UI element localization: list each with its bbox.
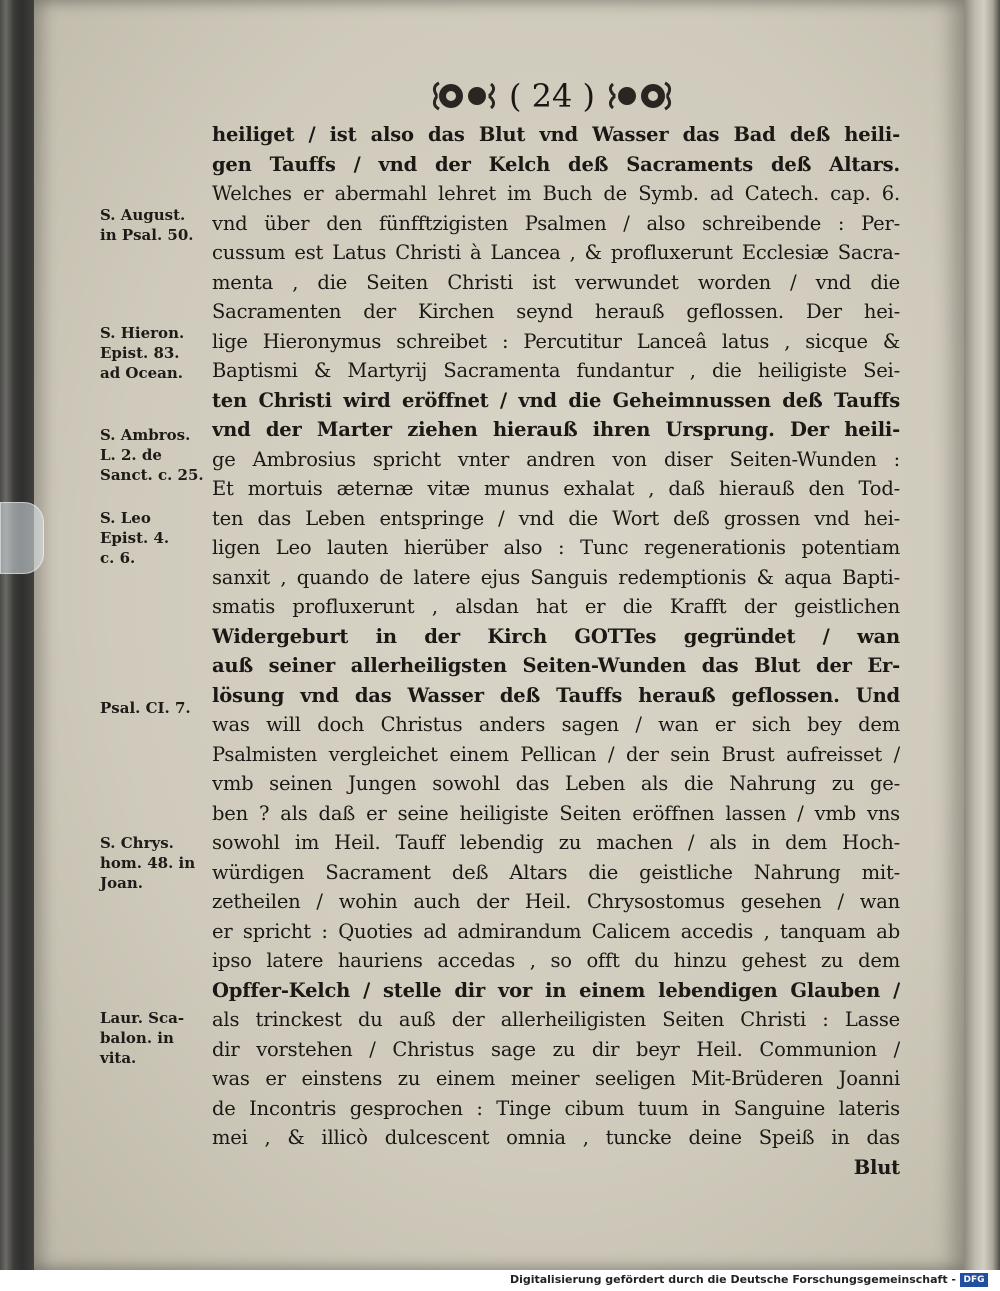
text-line: Et mortuis æternæ vitæ munus exhalat , daß hierauß den Tod- [212,477,900,500]
margin-note-text: S. August. in Psal. 50. [100,206,194,244]
text-line: vnd über den fünfftzigisten Psalmen / also schreibende : Per- [212,211,900,235]
text-line: was er einstens zu einem meiner seeligen Mit-Brüderen Joanni [212,1067,900,1090]
text-line: was will doch Christus anders sagen / wan er sich bey dem [212,713,900,736]
text-line: ben ? als daß er seine heiligiste Seiten eröffnen lassen / vmb vns [212,801,900,825]
text-line: gen Tauffs / vnd der Kelch deß Sacraments deß Altars. [212,152,900,176]
text-line: Psalmisten vergleichet einem Pellican / der sein Brust aufreisset / [212,742,900,766]
margin-note [100,1008,212,1068]
page-number: ( 24 ) [508,77,596,115]
text-line: cussum est Latus Christi à Lancea , & profluxerunt Ecclesiæ Sacra- [212,241,900,264]
catchword: Blut [853,1155,900,1179]
margin-note-text: S. Chrys. hom. 48. in Joan. [100,834,196,892]
text-line: vmb seinen Jungen sowohl das Leben als die Nahrung zu ge- [212,772,900,795]
text-line: smatis profluxerunt , alsdan hat er die Krafft der geistlichen [212,595,900,618]
right-ornament-icon [605,79,675,113]
margin-note [100,698,212,718]
text-line: ipso latere hauriens accedas , so offt du hinzu gehest zu dem [212,949,900,972]
page-clip [0,502,44,574]
body-text [212,120,900,1182]
text-line: ten Christi wird eröffnet / vnd die Geheimnussen deß Tauffs [212,388,900,412]
margin-note [100,323,212,383]
margin-note [100,508,212,568]
margin-note-text: Laur. Sca- balon. in vita. [100,1009,185,1067]
margin-note [100,833,212,893]
text-line: Baptismi & Martyrij Sacramenta fundantur , die heiligiste Sei- [212,359,900,382]
text-line: lige Hieronymus schreibet : Percutitur Lanceâ latus , sicque & [212,329,900,353]
footer-bar [0,1270,1000,1291]
text-line: sowohl im Heil. Tauff lebendig zu machen / als in dem Hoch- [212,831,900,854]
text-line: auß seiner allerheiligsten Seiten-Wunden das Blut der Er- [212,654,900,677]
text-line: Welches er abermahl lehret im Buch de Symb. ad Catech. cap. 6. [212,182,900,205]
dfg-logo: DFG [960,1273,988,1287]
margin-note-text: S. Ambros. L. 2. de Sanct. c. 25. [100,426,204,484]
text-line: sanxit , quando de latere ejus Sanguis redemptionis & aqua Bapti- [212,565,900,589]
text-line: mei , & illicò dulcescent omnia , tuncke deine Speiß in das [212,1126,900,1149]
text-line: heiliget / ist also das Blut vnd Wasser das Bad deß heili- [212,123,900,146]
text-line: als trinckest du auß der allerheiligisten Seiten Christi : Lasse [212,1008,900,1031]
text-line: zetheilen / wohin auch der Heil. Chrysostomus gesehen / wan [212,890,900,913]
page-header [422,72,682,120]
funding-credit: Digitalisierung gefördert durch die Deutsche Forschungsgemeinschaft - [509,1273,956,1286]
text-line: vnd der Marter ziehen hierauß ihren Ursprung. Der heili- [212,418,900,441]
text-line: ten das Leben entspringe / vnd die Wort deß grossen vnd hei- [212,506,900,530]
text-line: Widergeburt in der Kirch GOTTes gegründet / wan [212,624,900,648]
text-line: Sacramenten der Kirchen seynd herauß geflossen. Der hei- [212,300,900,323]
margin-note-text: Psal. CI. 7. [100,699,191,717]
text-line: würdigen Sacrament deß Altars die geistliche Nahrung mit- [212,860,900,884]
text-line: Opffer-Kelch / stelle dir vor in einem lebendigen Glauben / [212,978,900,1002]
margin-note [100,205,212,245]
margin-note [100,425,212,485]
text-line: er spricht : Quoties ad admirandum Calicem accedis , tanquam ab [212,919,900,943]
text-line: ge Ambrosius spricht vnter andren von diser Seiten-Wunden : [212,447,900,471]
text-line: menta , die Seiten Christi ist verwundet worden / vnd die [212,270,900,294]
page-fore-edge [964,0,1000,1270]
margin-note-text: S. Leo Epist. 4. c. 6. [100,509,170,567]
text-line: de Incontris gesprochen : Tinge cibum tuum in Sanguine lateris [212,1096,900,1120]
text-line: lösung vnd das Wasser deß Tauffs herauß geflossen. Und [212,683,900,707]
text-line: dir vorstehen / Christus sage zu dir beyr Heil. Communion / [212,1037,900,1061]
margin-note-text: S. Hieron. Epist. 83. ad Ocean. [100,324,185,382]
left-ornament-icon [429,79,499,113]
text-line: ligen Leo lauten hierüber also : Tunc regenerationis potentiam [212,536,900,559]
